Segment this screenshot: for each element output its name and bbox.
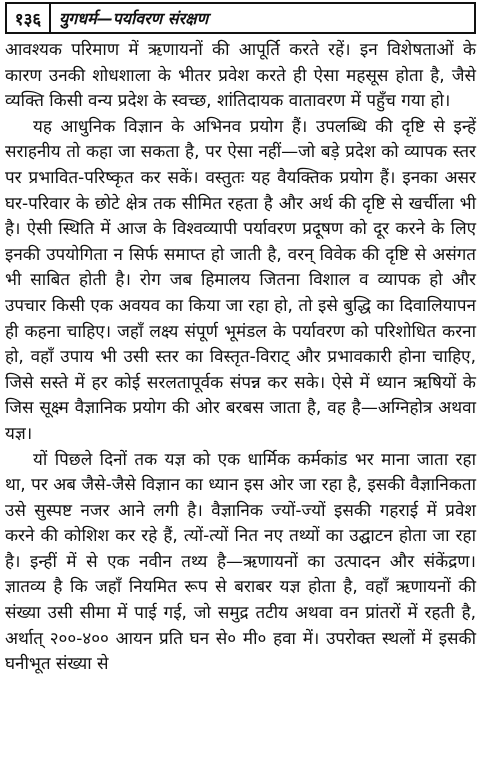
- page-header: [5, 2, 476, 34]
- paragraph-continuation: आवश्यक परिमाण में ऋणायनों की आपूर्ति करते रहें। इन विशेषताओं के कारण उनकी शोधशाला के भीतर प्रवेश करते ही ऐसा महसूस होता है, जैसे व्यक्ति किसी वन्य प्रदेश के स्वच्छ, शांतिदायक वातावरण में पहुँच गया हो।: [5, 40, 476, 112]
- paragraph-yajna-science: यों पिछले दिनों तक यज्ञ को एक धार्मिक कर्मकांड भर माना जाता रहा था, पर अब जैसे-जैसे विज्ञान का ध्यान इस ओर जा रहा है, इसकी वैज्ञानिकता उसे सुस्पष्ट नजर आने लगी है। वैज्ञानिक ज्यों-ज्यों इसकी गहराई में प्रवेश करने की कोशिश कर रहे हैं, त्यों-त्यों नित नए तथ्यों का उद्घाटन होता जा रहा है। इन्हीं में से एक नवीन तथ्य है—ऋणायनों का उत्पादन और संकेंद्रण। ज्ञातव्य है कि जहाँ नियमित रूप से बराबर यज्ञ होता है, वहाँ ऋणायनों की संख्या उसी सीमा में पाई गई, जो समुद्र तटीय अथवा वन प्रांतरों में रहती है, अर्थात् २००-४०० आयन प्रति घन से० मी० हवा में। उपरोक्त स्थलों में इसकी घनीभूत संख्या से: [5, 449, 476, 675]
- page-number: १३६: [7, 4, 51, 32]
- running-title: युगधर्म—पर्यावरण संरक्षण: [59, 9, 209, 28]
- paragraph-modern-experiments: यह आधुनिक विज्ञान के अभिनव प्रयोग हैं। उपलब्धि की दृष्टि से इन्हें सराहनीय तो कहा जा सकता है, पर ऐसा नहीं—जो बड़े प्रदेश को व्यापक स्तर पर प्रभावित-परिष्कृत कर सकें। वस्तुतः यह वैयक्तिक प्रयोग हैं। इनका असर घर-परिवार के छोटे क्षेत्र तक सीमित रहता है और अर्थ की दृष्टि से खर्चीला भी है। ऐसी स्थिति में आज के विश्वव्यापी पर्यावरण प्रदूषण को दूर करने के लिए इनकी उपयोगिता न सिर्फ समाप्त हो जाती है, वरन् विवेक की दृष्टि से असंगत भी साबित होती है। रोग जब हिमालय जितना विशाल व व्यापक हो और उपचार किसी एक अवयव का किया जा रहा हो, तो इसे बुद्धि का दिवालियापन ही कहना चाहिए। जहाँ लक्ष्य संपूर्ण भूमंडल के पर्यावरण को परिशोधित करना हो, वहाँ उपाय भी उसी स्तर का विस्तृत-विराट् और प्रभावकारी होना चाहिए, जिसे सस्ते में हर कोई सरलतापूर्वक संपन्न कर सके। ऐसे में ध्यान ऋषियों के जिस सूक्ष्म वैज्ञानिक प्रयोग की ओर बरबस जाता है, वह है—अग्निहोत्र अथवा यज्ञ।: [5, 116, 476, 444]
- body-text: [5, 38, 476, 678]
